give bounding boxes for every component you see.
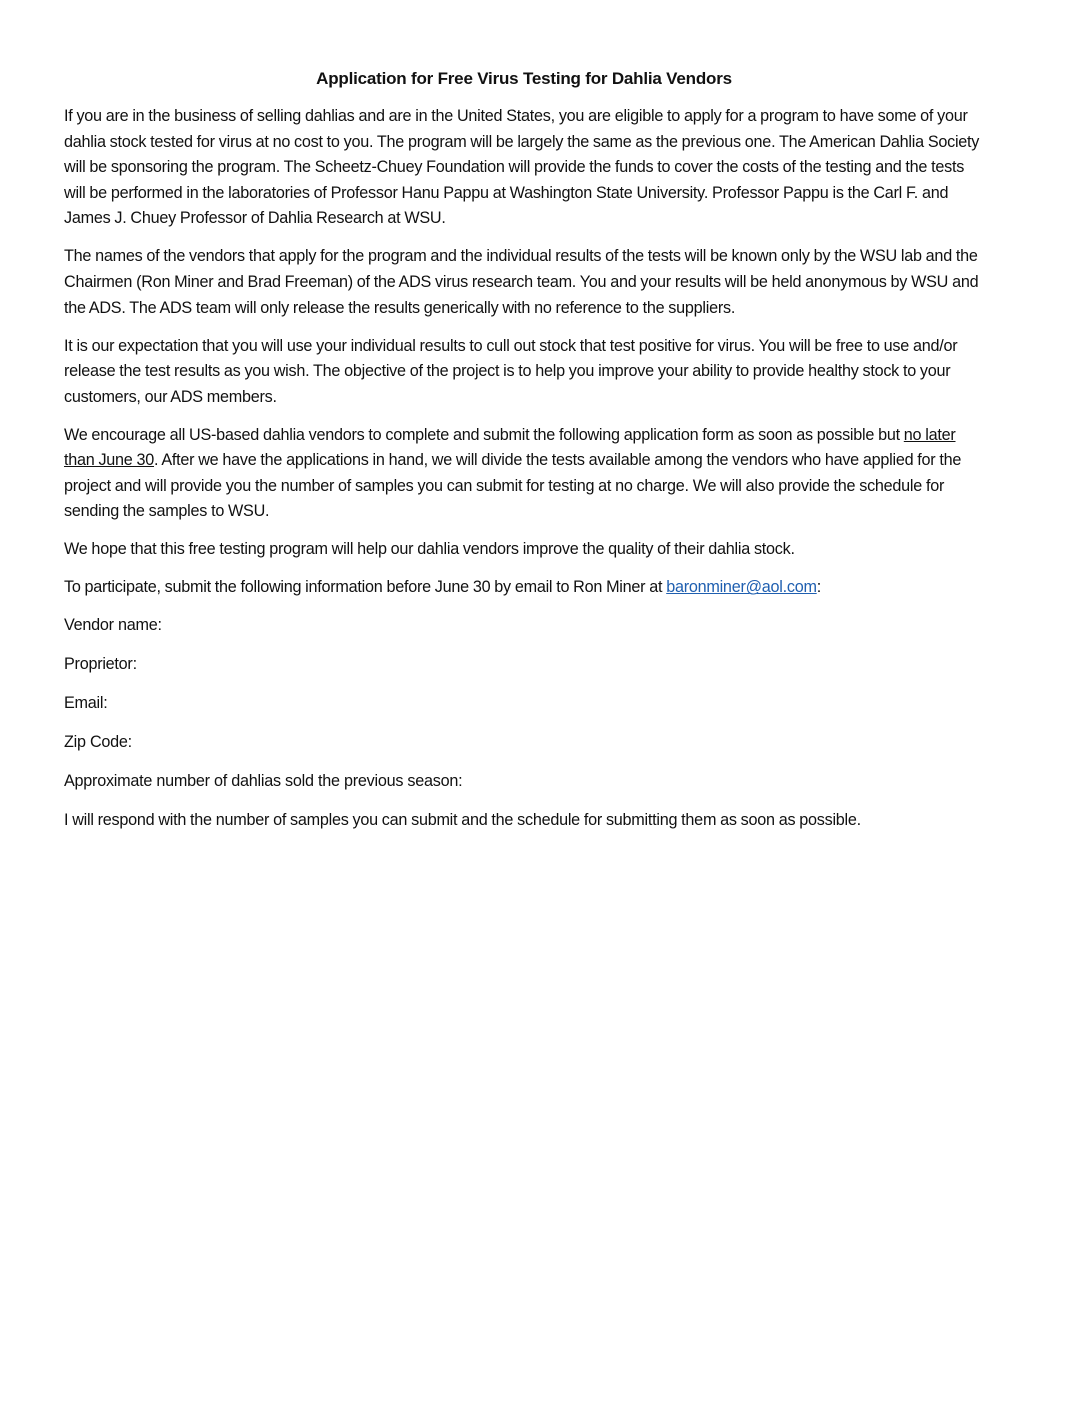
document-title: Application for Free Virus Testing for Dahlia Vendors bbox=[316, 69, 732, 88]
vendor-name-label: Vendor name: bbox=[64, 616, 162, 635]
hope-paragraph: We hope that this free testing program will help our dahlia vendors improve the quality of their dahlia stock. bbox=[64, 540, 795, 559]
participate-text-after: : bbox=[816, 578, 821, 597]
deadline-text-before: We encourage all US-based dahlia vendors to complete and submit the following application form as soon as possible but bbox=[64, 425, 904, 444]
email-link[interactable]: baronminer@aol.com bbox=[666, 578, 817, 597]
dahlias-sold-label: Approximate number of dahlias sold the previous season: bbox=[64, 772, 463, 791]
proprietor-label: Proprietor: bbox=[64, 655, 137, 674]
expectation-paragraph: It is our expectation that you will use your individual results to cull out stock that test positive for virus. You will be free to use and/or release the test results as you wish. The objective of the project is to help you improve your ability to provide healthy stock to your customers, our ADS members. bbox=[64, 336, 958, 406]
email-label: Email: bbox=[64, 694, 108, 713]
participate-text-before: To participate, submit the following information before June 30 by email to Ron Miner at bbox=[64, 578, 667, 597]
deadline-underlined: no later than June 30 bbox=[64, 425, 956, 470]
closing-paragraph: I will respond with the number of samples you can submit and the schedule for submitting them as soon as possible. bbox=[64, 811, 861, 830]
intro-paragraph: If you are in the business of selling dahlias and are in the United States, you are eligible to apply for a program to have some of your dahlia stock tested for virus at no cost to you. The program will be largely the same as the previous one. The American Dahlia Society will be sponsoring the program. The Scheetz-Chuey Foundation will provide the funds to cover the costs of the testing and the tests will be performed in the laboratories of Professor Hanu Pappu at Washington State University. Professor Pappu is the Carl F. and James J. Chuey Professor of Dahlia Research at WSU. bbox=[64, 107, 980, 228]
participate-paragraph bbox=[64, 575, 984, 601]
confidentiality-paragraph: The names of the vendors that apply for the program and the individual results of the tests will be known only by the WSU lab and the Chairmen (Ron Miner and Brad Freeman) of the ADS virus research team. You and your results will be held anonymous by WSU and the ADS. The ADS team will only release the results generically with no reference to the suppliers. bbox=[64, 247, 979, 317]
deadline-paragraph bbox=[64, 423, 984, 525]
deadline-text-after: . After we have the applications in hand, we will divide the tests available among the vendors who have applied for the project and will provide you the number of samples you can submit for testing at no charge. We will also provide the schedule for sending the samples to WSU. bbox=[64, 451, 962, 521]
document-page bbox=[64, 66, 984, 846]
zip-code-label: Zip Code: bbox=[64, 733, 132, 752]
